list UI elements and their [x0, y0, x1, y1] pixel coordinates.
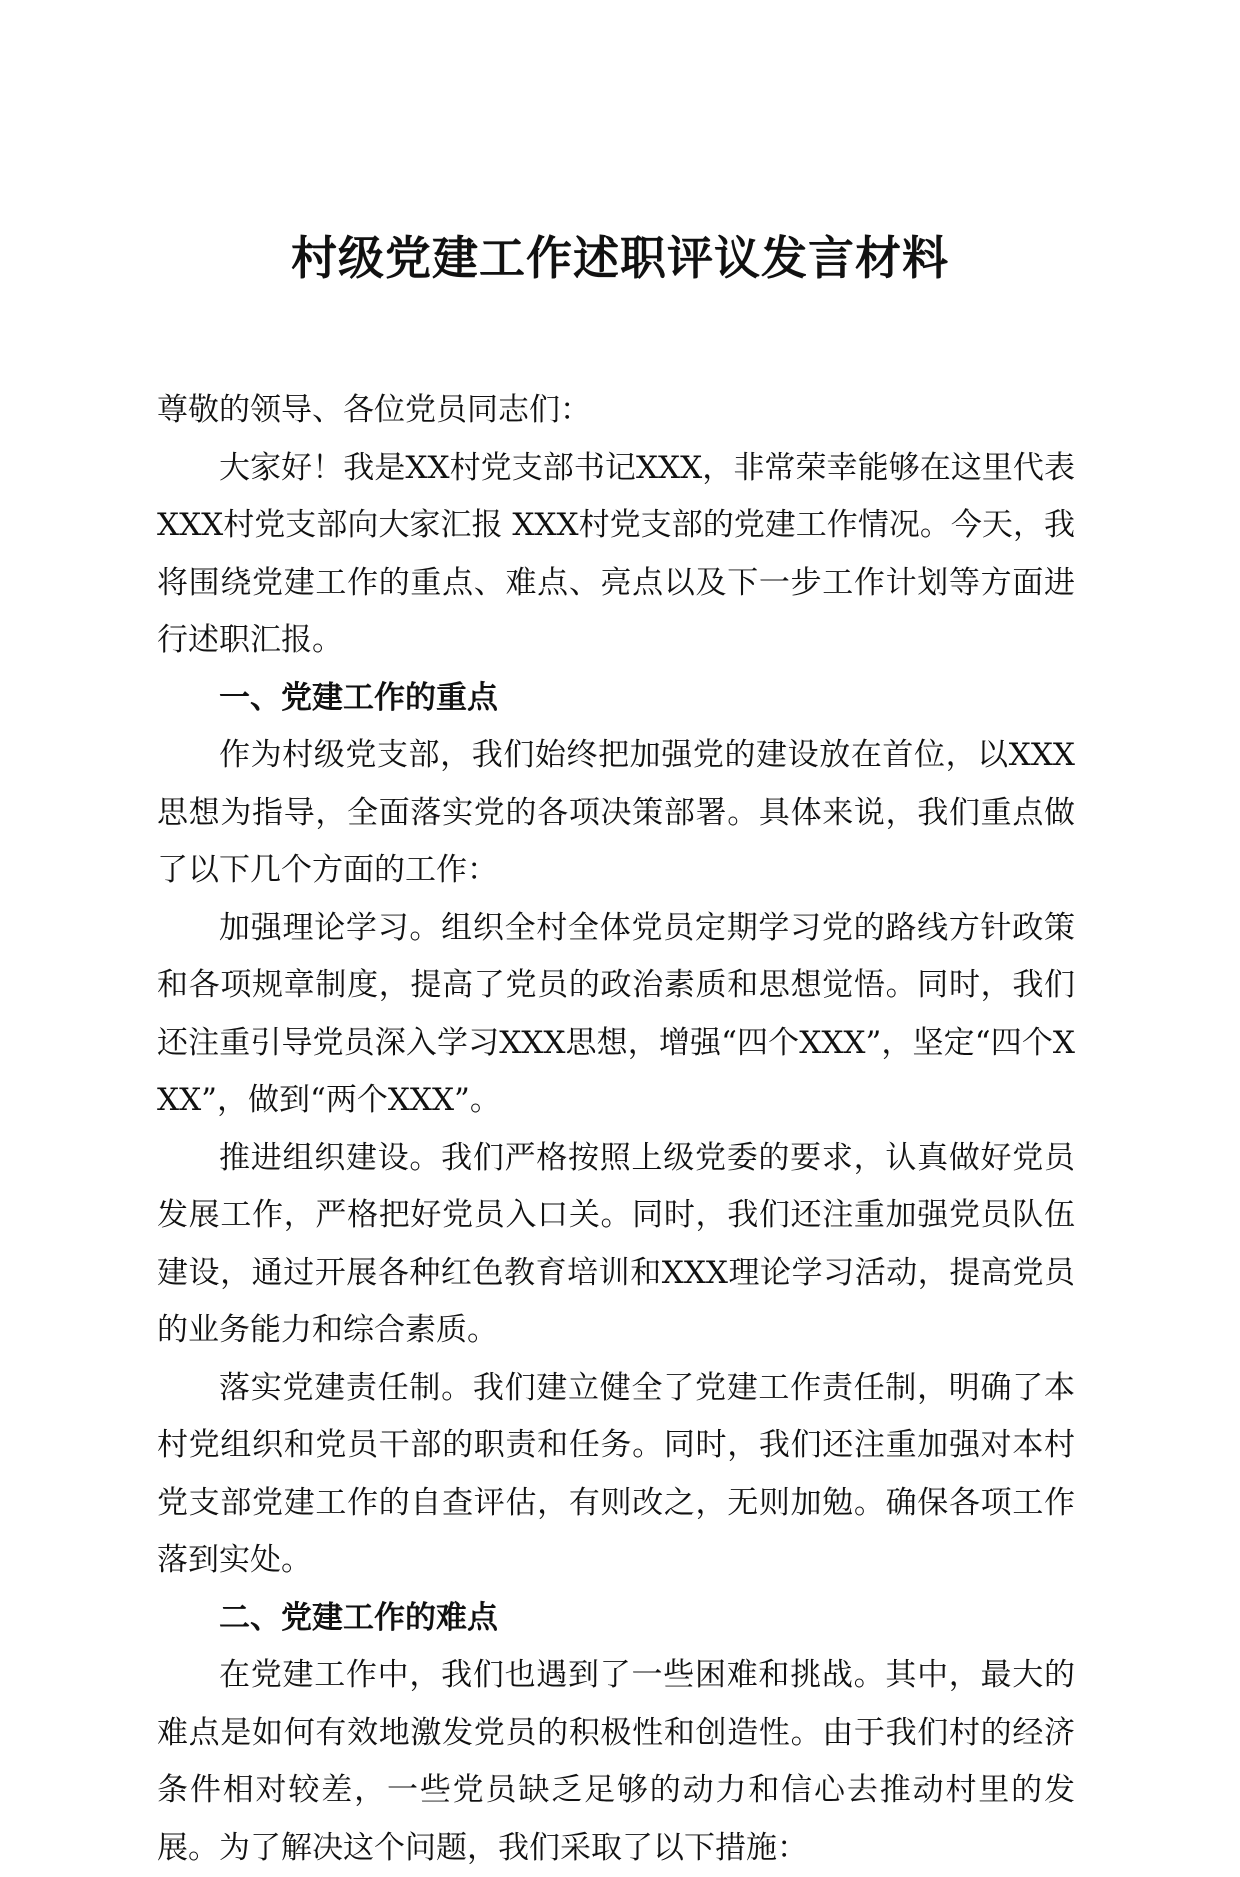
- paragraph-intro: 大家好！我是XX村党支部书记XXX，非常荣幸能够在这里代表XXX村党支部向大家汇报 XXX村党支部的党建工作情况。今天，我将围绕党建工作的重点、难点、亮点以及下一步工作计划等方面进行述职汇报。: [157, 449, 1075, 658]
- section-heading-2: 二、党建工作的难点: [219, 1599, 498, 1636]
- paragraph-responsibility: 落实党建责任制。我们建立健全了党建工作责任制，明确了本村党组织和党员干部的职责和任务。同时，我们还注重加强对本村党支部党建工作的自查评估，有则改之，无则加勉。确保各项工作落到实处。: [157, 1369, 1075, 1578]
- section-heading-1: 一、党建工作的重点: [219, 679, 498, 716]
- paragraph-section2-intro: 在党建工作中，我们也遇到了一些困难和挑战。其中，最大的难点是如何有效地激发党员的积极性和创造性。由于我们村的经济条件相对较差，一些党员缺乏足够的动力和信心去推动村里的发展。为了解决这个问题，我们采取了以下措施：: [157, 1657, 1075, 1866]
- paragraph-org-building: 推进组织建设。我们严格按照上级党委的要求，认真做好党员发展工作，严格把好党员入口关。同时，我们还注重加强党员队伍建设，通过开展各种红色教育培训和XXX理论学习活动，提高党员的业务能力和综合素质。: [157, 1139, 1075, 1348]
- document-body: [157, 382, 1075, 1877]
- paragraph-section1-intro: 作为村级党支部，我们始终把加强党的建设放在首位，以XXX思想为指导，全面落实党的各项决策部署。具体来说，我们重点做了以下几个方面的工作：: [157, 737, 1075, 888]
- paragraph-theory-study: 加强理论学习。组织全村全体党员定期学习党的路线方针政策和各项规章制度，提高了党员的政治素质和思想觉悟。同时，我们还注重引导党员深入学习XXX思想，增强“四个XXX”，坚定“四个XXX”，做到“两个XXX”。: [157, 909, 1075, 1118]
- salutation: 尊敬的领导、各位党员同志们：: [157, 392, 591, 428]
- document-title: 村级党建工作述职评议发言材料: [291, 231, 949, 285]
